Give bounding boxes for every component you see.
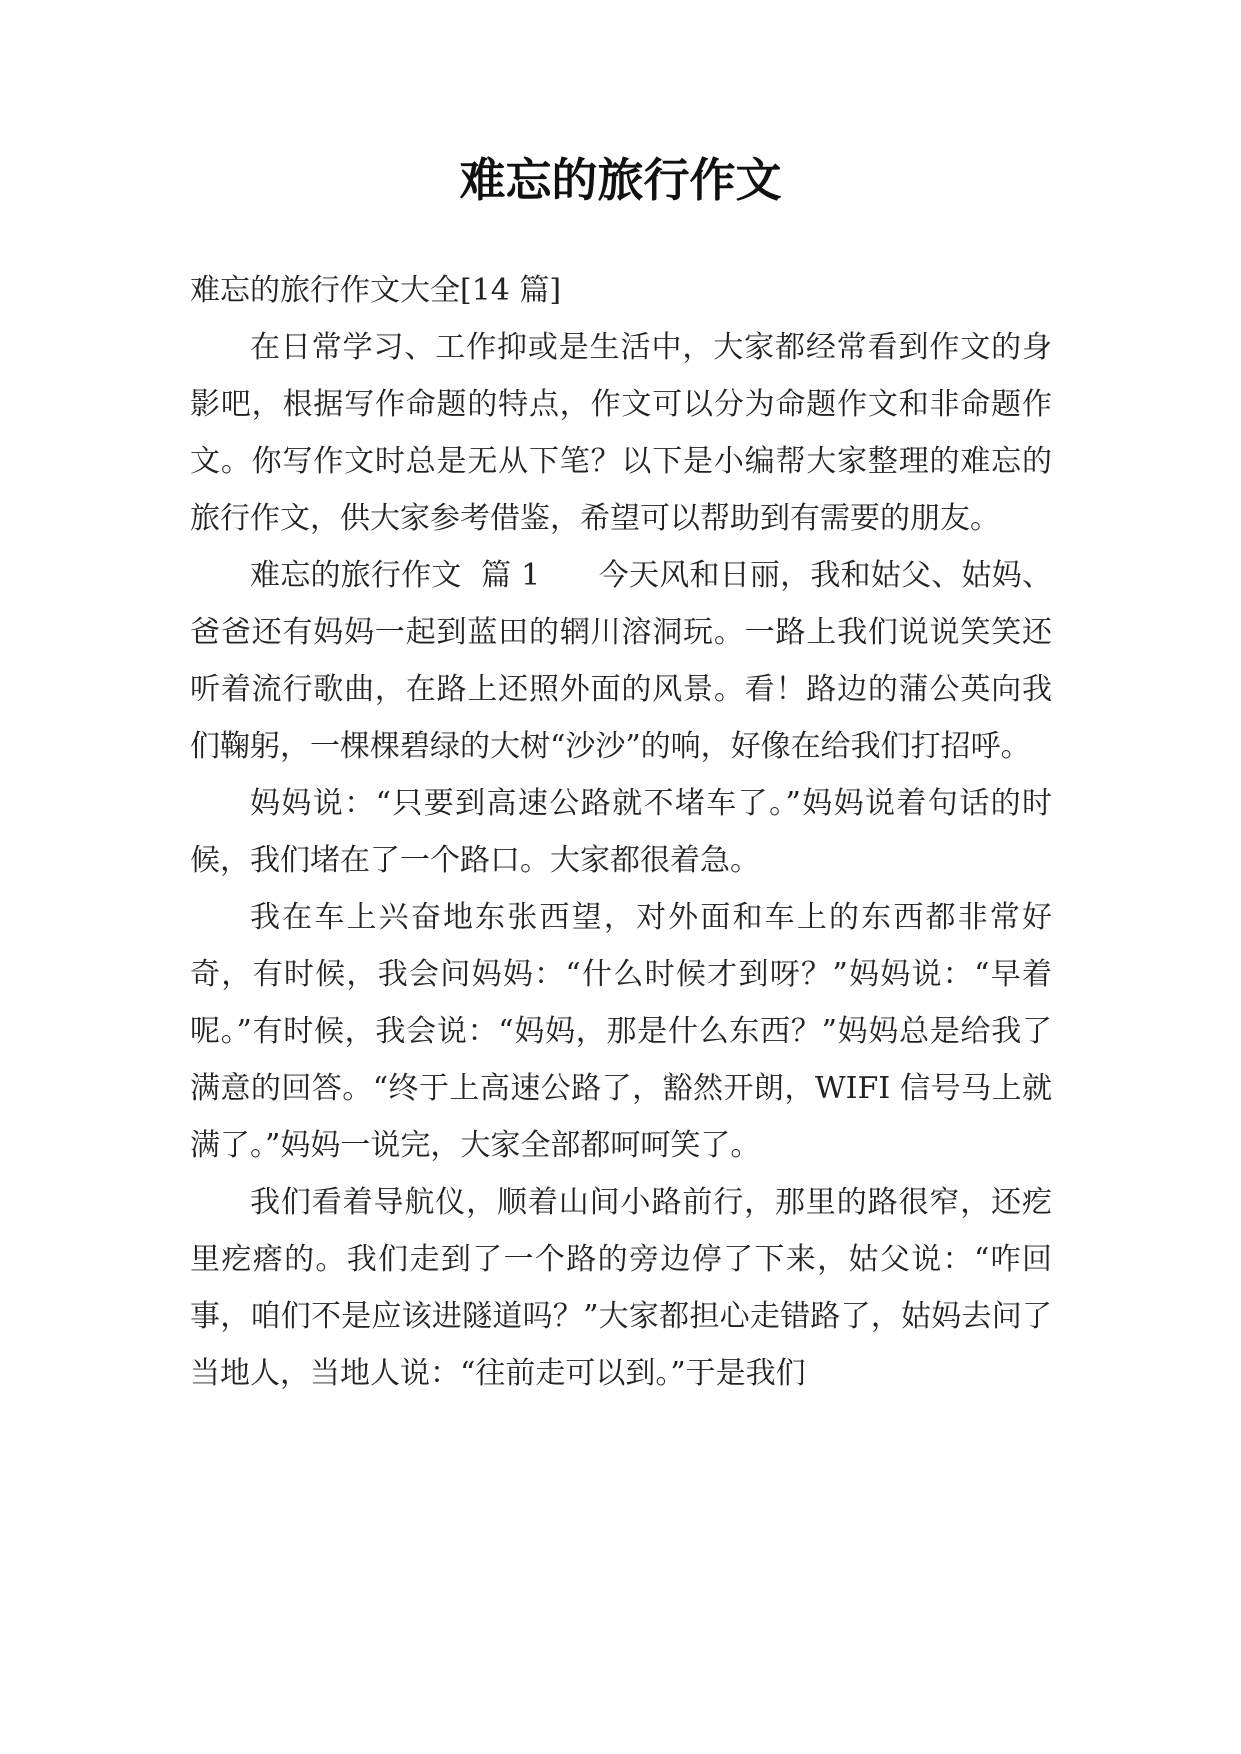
paragraph-in-car: 我在车上兴奋地东张西望，对外面和车上的东西都非常好奇，有时候，我会问妈妈：“什么时候才到呀？”妈妈说：“早着呢。”有时候，我会说：“妈妈，那是什么东西？”妈妈总是给我了满意的回答。“终于上高速公路了，豁然开朗，WIFI 信号马上就满了。”妈妈一说完，大家全部都呵呵笑了。: [190, 900, 1052, 1163]
document-body: [190, 262, 1052, 1402]
paragraph-navigation: 我们看着导航仪，顺着山间小路前行，那里的路很窄，还疙里疙瘩的。我们走到了一个路的旁边停了下来，姑父说：“咋回事，咱们不是应该进隧道吗？”大家都担心走错路了，姑妈去问了当地人，当地人说：“往前走可以到。”于是我们: [190, 1185, 1052, 1391]
paragraph-intro: 在日常学习、工作抑或是生活中，大家都经常看到作文的身影吧，根据写作命题的特点，作文可以分为命题作文和非命题作文。你写作文时总是无从下笔？以下是小编帮大家整理的难忘的旅行作文，供大家参考借鉴，希望可以帮助到有需要的朋友。: [190, 330, 1052, 536]
document-title: 难忘的旅行作文: [459, 153, 782, 207]
document-subtitle: 难忘的旅行作文大全[14 篇]: [190, 273, 562, 308]
paragraph-essay-1-opening: 难忘的旅行作文 篇 1 今天风和日丽，我和姑父、姑妈、爸爸还有妈妈一起到蓝田的辋川溶洞玩。一路上我们说说笑笑还听着流行歌曲，在路上还照外面的风景。看！路边的蒲公英向我们鞠躬，一棵棵碧绿的大树“沙沙”的响，好像在给我们打招呼。: [190, 558, 1052, 764]
paragraph-mom-says: 妈妈说：“只要到高速公路就不堵车了。”妈妈说着句话的时候，我们堵在了一个路口。大家都很着急。: [190, 786, 1052, 878]
